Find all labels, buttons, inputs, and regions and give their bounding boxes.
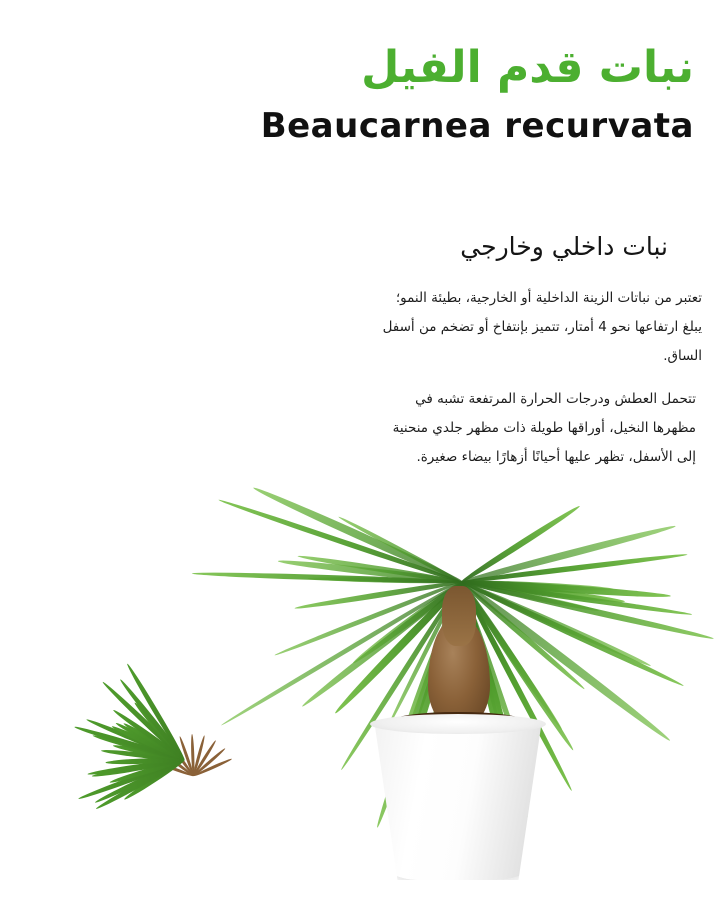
pot-rim	[370, 714, 546, 734]
paragraph-2: تتحمل العطش ودرجات الحرارة المرتفعة تشبه في مظهرها النخيل، أوراقها طويلة ذات مظهر جلدي منحنية إلى الأسفل، تظهر عليها أحيانًا أزهارًا بيضاء صغيرة.	[392, 391, 696, 466]
page-title-arabic: نبات قدم الفيل	[361, 42, 694, 93]
header	[54, 44, 694, 146]
page-title-latin: Beaucarnea recurvata	[260, 106, 694, 147]
paragraph-1: تعتبر من نباتات الزينة الداخلية أو الخارجية، بطيئة النمو؛ يبلغ ارتفاعها نحو 4 أمتار، تتميز بإنتفاخ أو تضخم من أسفل الساق.	[382, 290, 702, 365]
flower-pot	[374, 720, 542, 880]
ponytail-palm-plant	[232, 320, 702, 890]
plant-cutting-sprig	[42, 720, 232, 870]
subtitle: نبات داخلي وخارجي	[460, 232, 668, 261]
